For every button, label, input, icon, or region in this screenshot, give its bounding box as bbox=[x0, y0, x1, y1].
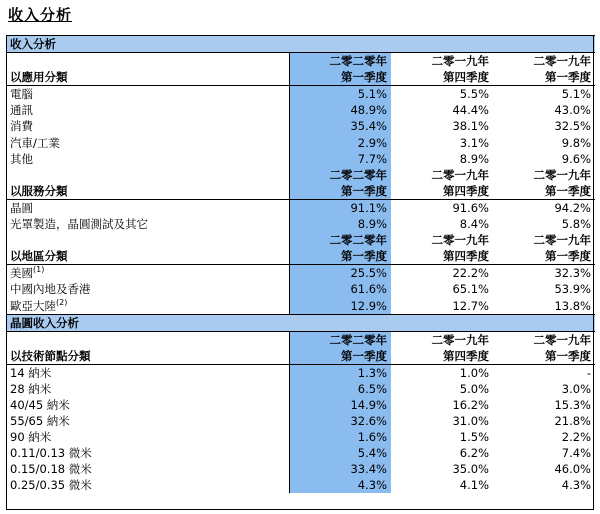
value-cell: 3.0% bbox=[561, 381, 591, 396]
row-label bbox=[6, 86, 289, 103]
period-quarter-label: 第一季度 bbox=[493, 348, 595, 365]
row-label bbox=[6, 265, 289, 282]
row-label-text: 0.15/0.18 微米 bbox=[10, 462, 92, 477]
period-year-label: 二零二零年 bbox=[289, 331, 391, 348]
value-cell: 2.9% bbox=[289, 134, 391, 150]
row-label bbox=[6, 477, 289, 493]
service-header-1 bbox=[6, 167, 595, 183]
row-label-text: 55/65 納米 bbox=[10, 414, 70, 429]
table-row bbox=[6, 429, 595, 445]
value-cell: 1.3% bbox=[289, 364, 391, 381]
application-header-2 bbox=[6, 69, 595, 86]
row-label bbox=[6, 151, 289, 167]
value-cell: 4.3% bbox=[289, 477, 391, 493]
period-quarter-label: 第四季度 bbox=[391, 248, 493, 265]
row-label bbox=[6, 216, 289, 232]
region-category-label: 以地區分類 bbox=[6, 248, 289, 265]
value-cell: 3.1% bbox=[459, 135, 489, 150]
period-quarter-label: 第一季度 bbox=[493, 248, 595, 265]
section-wafer-revenue-analysis bbox=[6, 314, 595, 331]
period-quarter-label: 第一季度 bbox=[493, 69, 595, 86]
period-quarter-label: 第四季度 bbox=[391, 69, 493, 86]
table-row bbox=[6, 265, 595, 282]
row-label-text: 0.25/0.35 微米 bbox=[10, 478, 92, 493]
row-label bbox=[6, 413, 289, 429]
period-quarter-label: 第一季度 bbox=[289, 348, 391, 365]
value-cell: 9.6% bbox=[561, 151, 591, 166]
table-row bbox=[6, 297, 595, 314]
row-label bbox=[6, 429, 289, 445]
region-header-2 bbox=[6, 248, 595, 265]
period-year-label: 二零一九年 bbox=[431, 167, 489, 182]
value-cell: 12.9% bbox=[289, 297, 391, 314]
row-label bbox=[6, 445, 289, 461]
value-cell: 91.6% bbox=[452, 200, 489, 215]
period-quarter-label: 第一季度 bbox=[289, 69, 391, 86]
table-row bbox=[6, 216, 595, 232]
table-row bbox=[6, 199, 595, 216]
row-label-text: 美國 bbox=[10, 266, 33, 281]
row-label-text: 電腦 bbox=[10, 87, 33, 102]
table-row bbox=[6, 281, 595, 297]
value-cell: 8.4% bbox=[459, 217, 489, 232]
revenue-analysis-table bbox=[6, 35, 595, 493]
value-cell: 32.5% bbox=[554, 119, 591, 134]
application-header-blank bbox=[6, 53, 289, 70]
value-cell: 94.2% bbox=[554, 200, 591, 215]
application-category-label: 以應用分類 bbox=[6, 69, 289, 86]
value-cell: 35.4% bbox=[289, 118, 391, 134]
row-label-text: 光罩製造，晶圓測試及其它 bbox=[10, 217, 148, 232]
value-cell: 5.4% bbox=[289, 445, 391, 461]
service-category-label: 以服務分類 bbox=[6, 183, 289, 200]
value-cell: 2.2% bbox=[561, 430, 591, 445]
row-label bbox=[6, 199, 289, 216]
footnote-marker: (2) bbox=[56, 297, 68, 307]
section-revenue-analysis bbox=[6, 36, 595, 53]
value-cell: 33.4% bbox=[289, 461, 391, 477]
row-label-text: 90 納米 bbox=[10, 430, 52, 445]
value-cell: 1.5% bbox=[459, 430, 489, 445]
value-cell: 14.9% bbox=[289, 397, 391, 413]
period-year-label: 二零一九年 bbox=[533, 332, 591, 347]
row-label-text: 其他 bbox=[10, 151, 33, 166]
footnote-marker: (1) bbox=[33, 265, 45, 275]
row-label bbox=[6, 102, 289, 118]
node-header-2 bbox=[6, 348, 595, 365]
period-quarter-label: 第一季度 bbox=[289, 183, 391, 200]
node-header-blank bbox=[6, 331, 289, 348]
value-cell: 22.2% bbox=[452, 266, 489, 281]
value-cell: 5.1% bbox=[561, 87, 591, 102]
row-label-text: 消費 bbox=[10, 119, 33, 134]
row-label-text: 歐亞大陸 bbox=[10, 298, 56, 313]
node-category-label: 以技術節點分類 bbox=[6, 348, 289, 365]
node-header-1 bbox=[6, 331, 595, 348]
value-cell: 7.7% bbox=[289, 151, 391, 167]
table-row bbox=[6, 151, 595, 167]
table-row bbox=[6, 86, 595, 103]
value-cell: 1.6% bbox=[289, 429, 391, 445]
table-row bbox=[6, 477, 595, 493]
value-cell: 12.7% bbox=[452, 298, 489, 313]
value-cell: 8.9% bbox=[289, 216, 391, 232]
value-cell: 44.4% bbox=[452, 103, 489, 118]
value-cell: 31.0% bbox=[452, 414, 489, 429]
value-cell: 1.0% bbox=[459, 365, 489, 380]
value-cell: 48.9% bbox=[289, 102, 391, 118]
value-cell: 65.1% bbox=[452, 282, 489, 297]
row-label bbox=[6, 397, 289, 413]
value-cell: 25.5% bbox=[289, 265, 391, 282]
row-label bbox=[6, 297, 289, 314]
period-year-label: 二零二零年 bbox=[289, 167, 391, 183]
value-cell: 13.8% bbox=[554, 298, 591, 313]
value-cell: 32.3% bbox=[554, 266, 591, 281]
value-cell: 61.6% bbox=[289, 281, 391, 297]
value-cell: 32.6% bbox=[289, 413, 391, 429]
row-label bbox=[6, 118, 289, 134]
table-row bbox=[6, 102, 595, 118]
period-year-label: 二零一九年 bbox=[533, 233, 591, 248]
table-row bbox=[6, 397, 595, 413]
row-label bbox=[6, 281, 289, 297]
section-revenue-analysis-label: 收入分析 bbox=[6, 36, 595, 53]
value-cell: 9.8% bbox=[561, 135, 591, 150]
table-row bbox=[6, 364, 595, 381]
table-row bbox=[6, 461, 595, 477]
value-cell: 35.0% bbox=[452, 462, 489, 477]
period-year-label: 二零一九年 bbox=[431, 54, 489, 69]
period-year-label: 二零一九年 bbox=[533, 54, 591, 69]
table-row bbox=[6, 118, 595, 134]
value-cell: 53.9% bbox=[554, 282, 591, 297]
row-label-text: 晶圓 bbox=[10, 200, 33, 215]
period-year-label: 二零一九年 bbox=[431, 233, 489, 248]
row-label-text: 通訊 bbox=[10, 103, 33, 118]
value-cell: 46.0% bbox=[554, 462, 591, 477]
section-wafer-revenue-analysis-label: 晶圓收入分析 bbox=[6, 314, 595, 331]
row-label-text: 14 納米 bbox=[10, 365, 52, 380]
period-quarter-label: 第四季度 bbox=[391, 348, 493, 365]
row-label-text: 汽車/工業 bbox=[10, 135, 60, 150]
row-label-text: 中國內地及香港 bbox=[10, 282, 91, 297]
table-row bbox=[6, 445, 595, 461]
row-label bbox=[6, 134, 289, 150]
service-header-blank bbox=[6, 167, 289, 183]
service-header-2 bbox=[6, 183, 595, 200]
table-row bbox=[6, 381, 595, 397]
page-title: 收入分析 bbox=[8, 6, 73, 24]
value-cell: 4.1% bbox=[459, 478, 489, 493]
value-cell: 15.3% bbox=[554, 397, 591, 412]
row-label-text: 40/45 納米 bbox=[10, 397, 70, 412]
value-cell: 5.0% bbox=[459, 381, 489, 396]
table-row bbox=[6, 134, 595, 150]
application-header-1 bbox=[6, 53, 595, 70]
row-label bbox=[6, 461, 289, 477]
value-cell: - bbox=[586, 365, 591, 380]
row-label bbox=[6, 381, 289, 397]
row-label-text: 0.11/0.13 微米 bbox=[10, 446, 92, 461]
value-cell: 5.5% bbox=[459, 87, 489, 102]
value-cell: 7.4% bbox=[561, 446, 591, 461]
region-header-blank bbox=[6, 232, 289, 248]
value-cell: 21.8% bbox=[554, 414, 591, 429]
period-year-label: 二零一九年 bbox=[533, 167, 591, 182]
value-cell: 43.0% bbox=[554, 103, 591, 118]
row-label-text: 28 納米 bbox=[10, 381, 52, 396]
period-year-label: 二零二零年 bbox=[289, 53, 391, 70]
row-label bbox=[6, 364, 289, 381]
value-cell: 4.3% bbox=[561, 478, 591, 493]
value-cell: 91.1% bbox=[289, 199, 391, 216]
value-cell: 16.2% bbox=[452, 397, 489, 412]
period-year-label: 二零二零年 bbox=[289, 232, 391, 248]
period-quarter-label: 第四季度 bbox=[391, 183, 493, 200]
value-cell: 6.5% bbox=[289, 381, 391, 397]
value-cell: 8.9% bbox=[459, 151, 489, 166]
value-cell: 5.8% bbox=[561, 217, 591, 232]
table-row bbox=[6, 413, 595, 429]
value-cell: 6.2% bbox=[459, 446, 489, 461]
period-year-label: 二零一九年 bbox=[431, 332, 489, 347]
value-cell: 38.1% bbox=[452, 119, 489, 134]
region-header-1 bbox=[6, 232, 595, 248]
period-quarter-label: 第一季度 bbox=[493, 183, 595, 200]
period-quarter-label: 第一季度 bbox=[289, 248, 391, 265]
value-cell: 5.1% bbox=[289, 86, 391, 103]
